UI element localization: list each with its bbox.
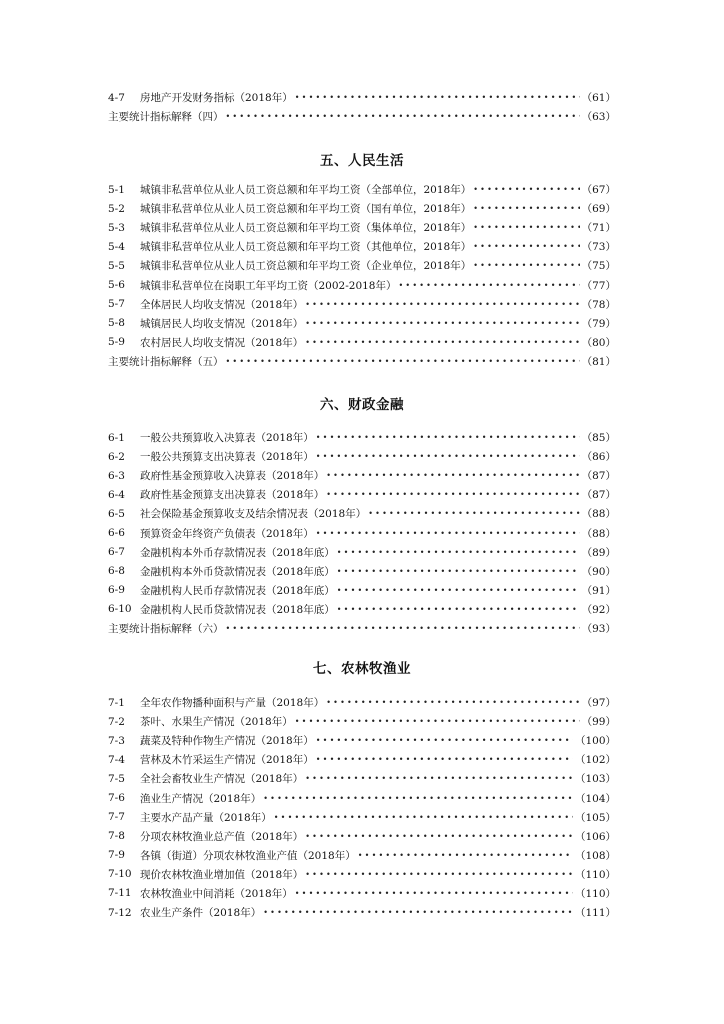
toc-entry[interactable] bbox=[108, 903, 616, 922]
entry-page: （75） bbox=[581, 260, 616, 273]
toc-entry[interactable] bbox=[108, 581, 616, 600]
entry-number: 7-3 bbox=[108, 734, 125, 747]
entry-page: （89） bbox=[581, 546, 616, 559]
entry-number: 5-5 bbox=[108, 259, 125, 272]
entry-title: 一般公共预算收入决算表（2018年） bbox=[140, 432, 314, 445]
leader-dots bbox=[226, 624, 580, 633]
leader-dots bbox=[326, 490, 579, 499]
entry-page: （88） bbox=[581, 508, 616, 521]
toc-entry[interactable] bbox=[108, 693, 616, 712]
leader-dots bbox=[305, 338, 579, 347]
entry-title: 城镇非私营单位从业人员工资总额和年平均工资（其他单位，2018年） bbox=[140, 241, 472, 254]
entry-title: 农业生产条件（2018年） bbox=[140, 907, 262, 920]
leader-dots bbox=[473, 223, 579, 232]
entry-title: 茶叶、水果生产情况（2018年） bbox=[140, 716, 293, 729]
entry-title: 蔬菜及特种作物生产情况（2018年） bbox=[140, 735, 314, 748]
entry-title: 城镇非私营单位从业人员工资总额和年平均工资（集体单位，2018年） bbox=[140, 222, 472, 235]
entry-number: 5-4 bbox=[108, 240, 125, 253]
toc-entry[interactable] bbox=[108, 333, 616, 352]
entry-page: （67） bbox=[581, 184, 616, 197]
toc-entry[interactable] bbox=[108, 543, 616, 562]
entry-page: （108） bbox=[574, 849, 616, 862]
leader-dots bbox=[337, 605, 580, 614]
leader-dots bbox=[295, 889, 573, 898]
section-heading-5: 五、人民生活 bbox=[320, 153, 404, 169]
entry-page: （90） bbox=[581, 565, 616, 578]
entry-number: 6-6 bbox=[108, 527, 125, 540]
entry-page: （71） bbox=[581, 222, 616, 235]
entry-page: （87） bbox=[581, 489, 616, 502]
toc-entry[interactable] bbox=[108, 314, 616, 333]
leader-dots bbox=[316, 452, 580, 461]
toc-entry[interactable] bbox=[108, 88, 616, 107]
entry-page: （80） bbox=[581, 336, 616, 349]
entry-title: 主要统计指标解释（六） bbox=[108, 622, 224, 635]
entry-number: 6-8 bbox=[108, 565, 125, 578]
leader-dots bbox=[295, 93, 580, 102]
entry-number: 7-12 bbox=[108, 906, 132, 919]
entry-title: 城镇非私营单位从业人员工资总额和年平均工资（企业单位，2018年） bbox=[140, 260, 472, 273]
toc-entry[interactable] bbox=[108, 107, 616, 126]
toc-entry[interactable] bbox=[108, 712, 616, 731]
entry-title: 城镇非私营单位在岗职工年平均工资（2002-2018年） bbox=[140, 279, 397, 292]
entry-title: 政府性基金预算支出决算表（2018年） bbox=[140, 489, 325, 502]
leader-dots bbox=[305, 832, 573, 841]
toc-entry[interactable] bbox=[108, 352, 616, 371]
leader-dots bbox=[226, 112, 580, 121]
leader-dots bbox=[316, 736, 573, 745]
entry-number: 5-7 bbox=[108, 298, 125, 311]
entry-page: （77） bbox=[581, 279, 616, 292]
entry-title: 全年农作物播种面积与产量（2018年） bbox=[140, 697, 325, 710]
entry-number: 7-1 bbox=[108, 696, 125, 709]
leader-dots bbox=[316, 755, 573, 764]
entry-number: 6-4 bbox=[108, 488, 125, 501]
entry-title: 各镇（街道）分项农林牧渔业产值（2018年） bbox=[140, 849, 356, 862]
leader-dots bbox=[473, 261, 579, 270]
entry-page: （103） bbox=[574, 773, 616, 786]
entry-page: （110） bbox=[574, 887, 616, 900]
toc-entry[interactable] bbox=[108, 180, 616, 199]
leader-dots bbox=[316, 529, 580, 538]
toc-entry[interactable] bbox=[108, 788, 616, 807]
entry-page: （100） bbox=[574, 735, 616, 748]
entry-page: （79） bbox=[581, 317, 616, 330]
leader-dots bbox=[326, 471, 579, 480]
toc-entry[interactable] bbox=[108, 504, 616, 523]
leader-dots bbox=[473, 185, 579, 194]
entry-number: 7-6 bbox=[108, 792, 125, 805]
section-heading-7: 七、农林牧渔业 bbox=[313, 661, 411, 677]
toc-entry[interactable] bbox=[108, 562, 616, 581]
leader-dots bbox=[295, 717, 580, 726]
entry-title: 主要水产品产量（2018年） bbox=[140, 811, 272, 824]
toc-entry[interactable] bbox=[108, 846, 616, 865]
entry-number: 7-7 bbox=[108, 811, 125, 824]
toc-entry[interactable] bbox=[108, 447, 616, 466]
entry-title: 金融机构人民币存款情况表（2018年底） bbox=[140, 584, 335, 597]
leader-dots bbox=[305, 870, 573, 879]
leader-dots bbox=[263, 908, 573, 917]
toc-entry[interactable] bbox=[108, 827, 616, 846]
toc-list-section-6 bbox=[108, 428, 616, 638]
entry-page: （63） bbox=[581, 111, 616, 124]
entry-page: （85） bbox=[581, 432, 616, 445]
entry-page: （61） bbox=[581, 92, 616, 105]
leader-dots bbox=[337, 567, 580, 576]
leader-dots bbox=[305, 319, 579, 328]
entry-number: 6-7 bbox=[108, 546, 125, 559]
section-heading-6: 六、财政金融 bbox=[320, 397, 404, 413]
entry-title: 分项农林牧渔业总产值（2018年） bbox=[140, 830, 304, 843]
entry-title: 全社会畜牧业生产情况（2018年） bbox=[140, 773, 304, 786]
toc-entry[interactable] bbox=[108, 428, 616, 447]
entry-page: （111） bbox=[574, 907, 616, 920]
entry-page: （88） bbox=[581, 527, 616, 540]
entry-title: 金融机构本外币贷款情况表（2018年底） bbox=[140, 565, 335, 578]
toc-entry[interactable] bbox=[108, 237, 616, 256]
toc-list-section-5 bbox=[108, 180, 616, 371]
entry-number: 6-3 bbox=[108, 469, 125, 482]
entry-number: 7-2 bbox=[108, 715, 125, 728]
entry-title: 金融机构人民币贷款情况表（2018年底） bbox=[140, 603, 335, 616]
leader-dots bbox=[274, 813, 573, 822]
toc-entry[interactable] bbox=[108, 523, 616, 542]
toc-entry[interactable] bbox=[108, 769, 616, 788]
toc-entry[interactable] bbox=[108, 275, 616, 294]
entry-number: 6-1 bbox=[108, 431, 125, 444]
leader-dots bbox=[473, 242, 579, 251]
entry-title: 一般公共预算支出决算表（2018年） bbox=[140, 451, 314, 464]
entry-page: （106） bbox=[574, 830, 616, 843]
leader-dots bbox=[473, 204, 579, 213]
toc-entry[interactable] bbox=[108, 485, 616, 504]
entry-title: 农林牧渔业中间消耗（2018年） bbox=[140, 887, 293, 900]
toc-entry[interactable] bbox=[108, 808, 616, 827]
entry-title: 城镇非私营单位从业人员工资总额和年平均工资（国有单位，2018年） bbox=[140, 203, 472, 216]
entry-number: 6-2 bbox=[108, 450, 125, 463]
entry-number: 7-5 bbox=[108, 772, 125, 785]
toc-entry[interactable] bbox=[108, 600, 616, 619]
entry-page: （102） bbox=[574, 754, 616, 767]
toc-entry[interactable] bbox=[108, 256, 616, 275]
entry-number: 5-1 bbox=[108, 183, 125, 196]
leader-dots bbox=[226, 357, 580, 366]
entry-number: 6-5 bbox=[108, 507, 125, 520]
entry-number: 5-2 bbox=[108, 202, 125, 215]
entry-title: 现价农林牧渔业增加值（2018年） bbox=[140, 868, 304, 881]
entry-page: （78） bbox=[581, 298, 616, 311]
entry-title: 城镇非私营单位从业人员工资总额和年平均工资（全部单位，2018年） bbox=[140, 184, 472, 197]
entry-number: 7-8 bbox=[108, 830, 125, 843]
entry-page: （81） bbox=[581, 355, 616, 368]
leader-dots bbox=[263, 794, 573, 803]
entry-number: 7-4 bbox=[108, 753, 125, 766]
entry-page: （110） bbox=[574, 868, 616, 881]
leader-dots bbox=[358, 851, 573, 860]
entry-number: 7-11 bbox=[108, 887, 132, 900]
toc-entry[interactable] bbox=[108, 865, 616, 884]
entry-number: 5-9 bbox=[108, 336, 125, 349]
entry-number: 6-9 bbox=[108, 584, 125, 597]
entry-title: 主要统计指标解释（四） bbox=[108, 111, 224, 124]
toc-entry[interactable] bbox=[108, 619, 616, 638]
leader-dots bbox=[368, 509, 579, 518]
entry-number: 7-10 bbox=[108, 868, 132, 881]
leader-dots bbox=[326, 698, 579, 707]
entry-page: （73） bbox=[581, 241, 616, 254]
entry-page: （104） bbox=[574, 792, 616, 805]
entry-page: （93） bbox=[581, 622, 616, 635]
entry-number: 4-7 bbox=[108, 91, 125, 104]
toc-entry[interactable] bbox=[108, 466, 616, 485]
toc-list-section-4 bbox=[108, 88, 616, 126]
entry-page: （86） bbox=[581, 451, 616, 464]
entry-title: 房地产开发财务指标（2018年） bbox=[140, 92, 293, 105]
entry-page: （91） bbox=[581, 584, 616, 597]
entry-number: 5-6 bbox=[108, 279, 125, 292]
entry-page: （92） bbox=[581, 603, 616, 616]
toc-entry[interactable] bbox=[108, 731, 616, 750]
leader-dots bbox=[337, 548, 580, 557]
entry-page: （105） bbox=[574, 811, 616, 824]
toc-entry[interactable] bbox=[108, 884, 616, 903]
toc-entry[interactable] bbox=[108, 750, 616, 769]
entry-title: 预算资金年终资产负债表（2018年） bbox=[140, 527, 314, 540]
leader-dots bbox=[316, 433, 580, 442]
entry-number: 5-8 bbox=[108, 317, 125, 330]
entry-title: 金融机构本外币存款情况表（2018年底） bbox=[140, 546, 335, 559]
leader-dots bbox=[337, 586, 580, 595]
toc-entry[interactable] bbox=[108, 218, 616, 237]
entry-title: 全体居民人均收支情况（2018年） bbox=[140, 298, 304, 311]
leader-dots bbox=[305, 300, 579, 309]
toc-entry[interactable] bbox=[108, 199, 616, 218]
toc-entry[interactable] bbox=[108, 295, 616, 314]
entry-number: 7-9 bbox=[108, 849, 125, 862]
entry-title: 社会保险基金预算收支及结余情况表（2018年） bbox=[140, 508, 367, 521]
entry-page: （97） bbox=[581, 697, 616, 710]
entry-number: 5-3 bbox=[108, 221, 125, 234]
entry-page: （87） bbox=[581, 470, 616, 483]
entry-title: 营林及木竹采运生产情况（2018年） bbox=[140, 754, 314, 767]
leader-dots bbox=[399, 281, 580, 290]
entry-page: （99） bbox=[581, 716, 616, 729]
leader-dots bbox=[305, 774, 573, 783]
entry-title: 城镇居民人均收支情况（2018年） bbox=[140, 317, 304, 330]
entry-title: 渔业生产情况（2018年） bbox=[140, 792, 262, 805]
entry-title: 主要统计指标解释（五） bbox=[108, 355, 224, 368]
entry-title: 农村居民人均收支情况（2018年） bbox=[140, 336, 304, 349]
entry-page: （69） bbox=[581, 203, 616, 216]
toc-list-section-7 bbox=[108, 693, 616, 922]
entry-number: 6-10 bbox=[108, 603, 132, 616]
entry-title: 政府性基金预算收入决算表（2018年） bbox=[140, 470, 325, 483]
